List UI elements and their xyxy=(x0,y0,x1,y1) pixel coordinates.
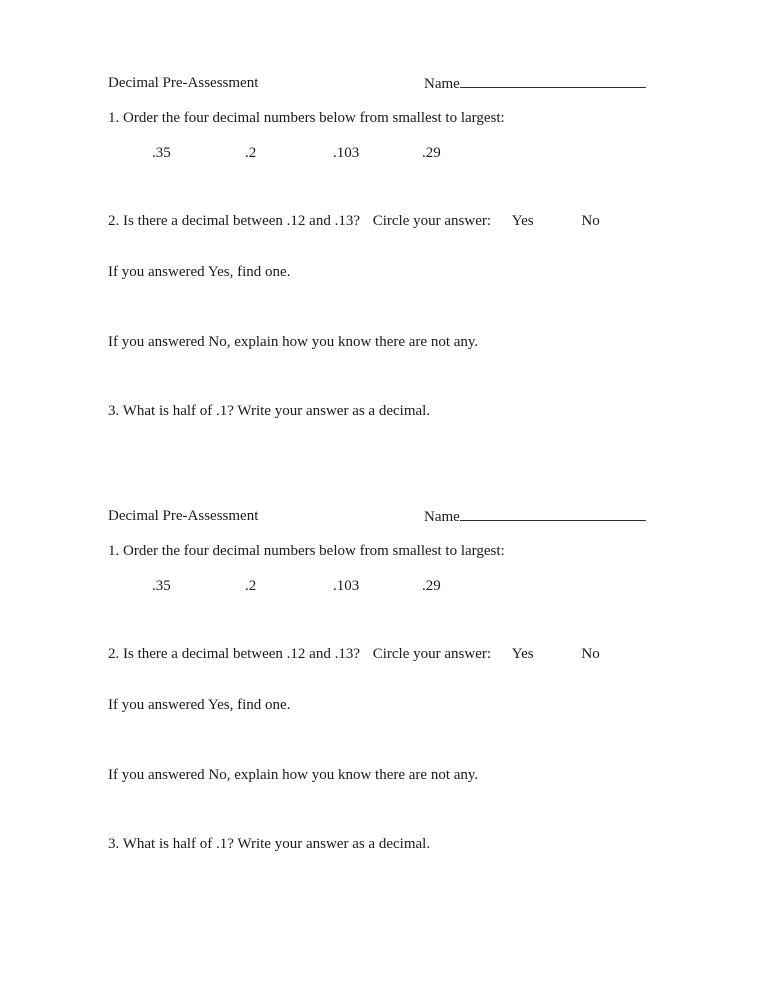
question-1: 1. Order the four decimal numbers below from smallest to largest: xyxy=(108,543,505,559)
question-3: 3. What is half of .1? Write your answer as a decimal. xyxy=(108,403,431,419)
question-2: 2. Is there a decimal between .12 and .13? xyxy=(108,646,360,662)
decimal-number: .2 xyxy=(245,145,257,161)
name-blank-line xyxy=(460,506,646,521)
decimal-number: .29 xyxy=(422,578,441,594)
circle-answer-instruction: Circle your answer: xyxy=(372,213,492,229)
decimal-number: .103 xyxy=(333,578,360,594)
decimal-number: .29 xyxy=(422,145,441,161)
answer-option-no: No xyxy=(581,646,600,662)
answer-option-yes: Yes xyxy=(511,646,534,662)
question-1-number-row xyxy=(108,143,668,163)
answer-option-yes: Yes xyxy=(511,213,534,229)
header-row xyxy=(108,506,668,526)
header-row xyxy=(108,73,668,93)
decimal-number: .103 xyxy=(333,145,360,161)
question-3: 3. What is half of .1? Write your answer as a decimal. xyxy=(108,836,431,852)
worksheet-title: Decimal Pre-Assessment xyxy=(108,508,259,524)
name-blank-line xyxy=(460,73,646,88)
decimal-number: .2 xyxy=(245,578,257,594)
name-field-group xyxy=(424,73,646,94)
decimal-number: .35 xyxy=(152,145,171,161)
name-label: Name xyxy=(424,509,460,525)
question-2-row xyxy=(108,211,600,231)
question-1: 1. Order the four decimal numbers below from smallest to largest: xyxy=(108,110,505,126)
no-followup-prompt: If you answered No, explain how you know there are not any. xyxy=(108,767,479,783)
decimal-number: .35 xyxy=(152,578,171,594)
circle-answer-instruction: Circle your answer: xyxy=(372,646,492,662)
yes-followup-prompt: If you answered Yes, find one. xyxy=(108,264,291,280)
question-2: 2. Is there a decimal between .12 and .13? xyxy=(108,213,360,229)
question-2-row xyxy=(108,644,600,664)
question-1-number-row xyxy=(108,576,668,596)
answer-option-no: No xyxy=(581,213,600,229)
name-field-group xyxy=(424,506,646,527)
yes-followup-prompt: If you answered Yes, find one. xyxy=(108,697,291,713)
no-followup-prompt: If you answered No, explain how you know there are not any. xyxy=(108,334,479,350)
worksheet-title: Decimal Pre-Assessment xyxy=(108,75,259,91)
name-label: Name xyxy=(424,76,460,92)
